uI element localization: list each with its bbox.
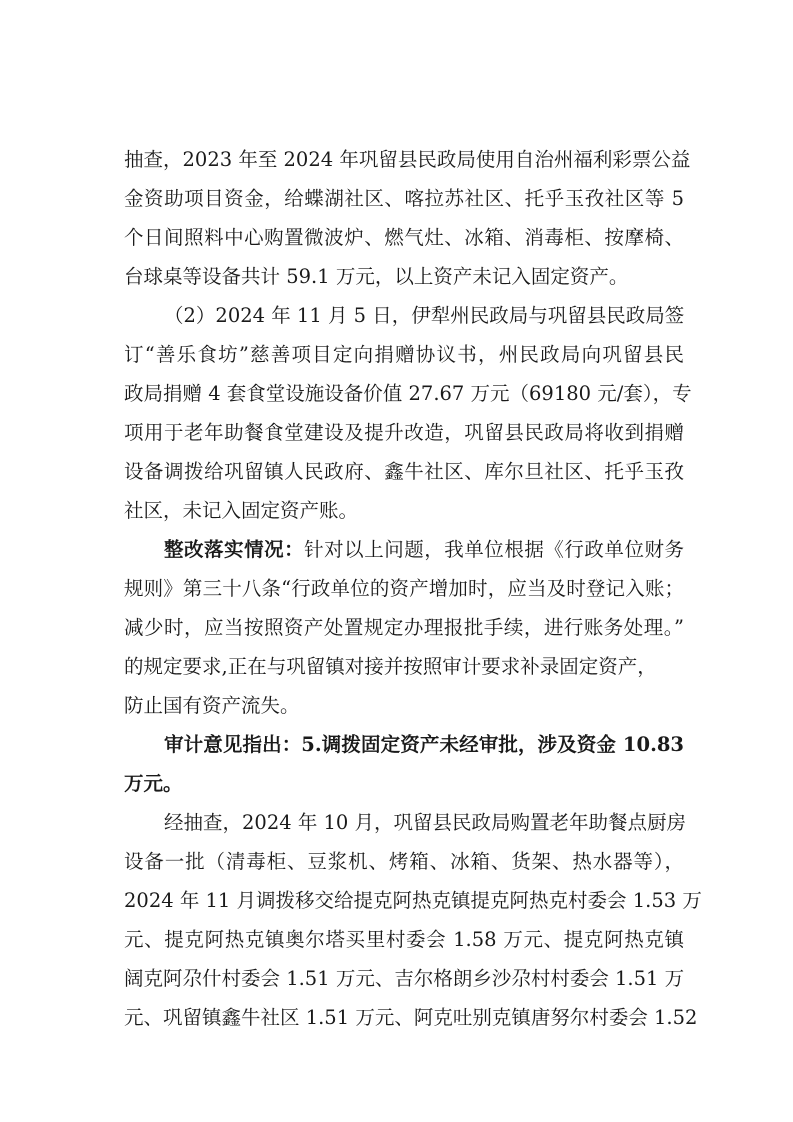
text-line: 订“善乐食坊”慈善项目定向捐赠协议书，州民政局向巩留县民 — [124, 343, 684, 366]
text-line: 经抽查，2024 年 10 月，巩留县民政局购置老年助餐点厨房 — [164, 811, 687, 834]
text-line: 阔克阿尕什村委会 1.51 万元、吉尔格朗乡沙尕村村委会 1.51 万 — [124, 967, 685, 990]
text-line: 社区，未记入固定资产账。 — [124, 499, 359, 522]
text-line: （2）2024 年 11 月 5 日，伊犁州民政局与巩留县民政局签 — [164, 304, 685, 327]
text-line: 2024 年 11 月调拨移交给提克阿热克镇提克阿热克村委会 1.53 万 — [124, 889, 702, 912]
text-line: 设备一批（清毒柜、豆浆机、烤箱、冰箱、货架、热水器等）， — [124, 850, 684, 873]
text-line: 减少时，应当按照资产处置规定办理报批手续，进行账务处理。” — [124, 616, 684, 639]
text-line: 项用于老年助餐食堂建设及提升改造，巩留县民政局将收到捐赠 — [124, 421, 684, 444]
audit-opinion-heading-cont: 万元。 — [124, 772, 183, 795]
text-line: 台球桌等设备共计 59.1 万元，以上资产未记入固定资产。 — [124, 265, 629, 288]
text-span: 针对以上问题，我单位根据《行政单位财务 — [304, 538, 684, 561]
text-line: 元、提克阿热克镇奥尔塔买里村委会 1.58 万元、提克阿热克镇 — [124, 928, 684, 951]
text-line: 个日间照料中心购置微波炉、燃气灶、冰箱、消毒柜、按摩椅、 — [124, 226, 684, 249]
text-line: 金资助项目资金，给蝶湖社区、喀拉苏社区、托乎玉孜社区等 5 — [124, 187, 684, 210]
rectification-line — [124, 530, 684, 569]
text-line: 规则》第三十八条“行政单位的资产增加时，应当及时登记入账； — [124, 577, 684, 600]
text-line: 元、巩留镇鑫牛社区 1.51 万元、阿克吐别克镇唐努尔村委会 1.52 — [124, 1006, 698, 1029]
rectification-label: 整改落实情况： — [164, 538, 305, 561]
text-line: 防止国有资产流失。 — [124, 694, 300, 717]
document-body — [124, 140, 702, 1037]
text-line: 设备调拨给巩留镇人民政府、鑫牛社区、库尔旦社区、托乎玉孜 — [124, 460, 684, 483]
audit-opinion-heading: 审计意见指出：5.调拨固定资产未经审批，涉及资金 10.83 — [164, 733, 684, 756]
text-line: 抽查，2023 年至 2024 年巩留县民政局使用自治州福利彩票公益 — [124, 148, 691, 171]
text-line: 的规定要求,正在与巩留镇对接并按照审计要求补录固定资产， — [124, 655, 657, 678]
text-line: 政局捐赠 4 套食堂设施设备价值 27.67 万元（69180 元/套），专 — [124, 382, 692, 405]
